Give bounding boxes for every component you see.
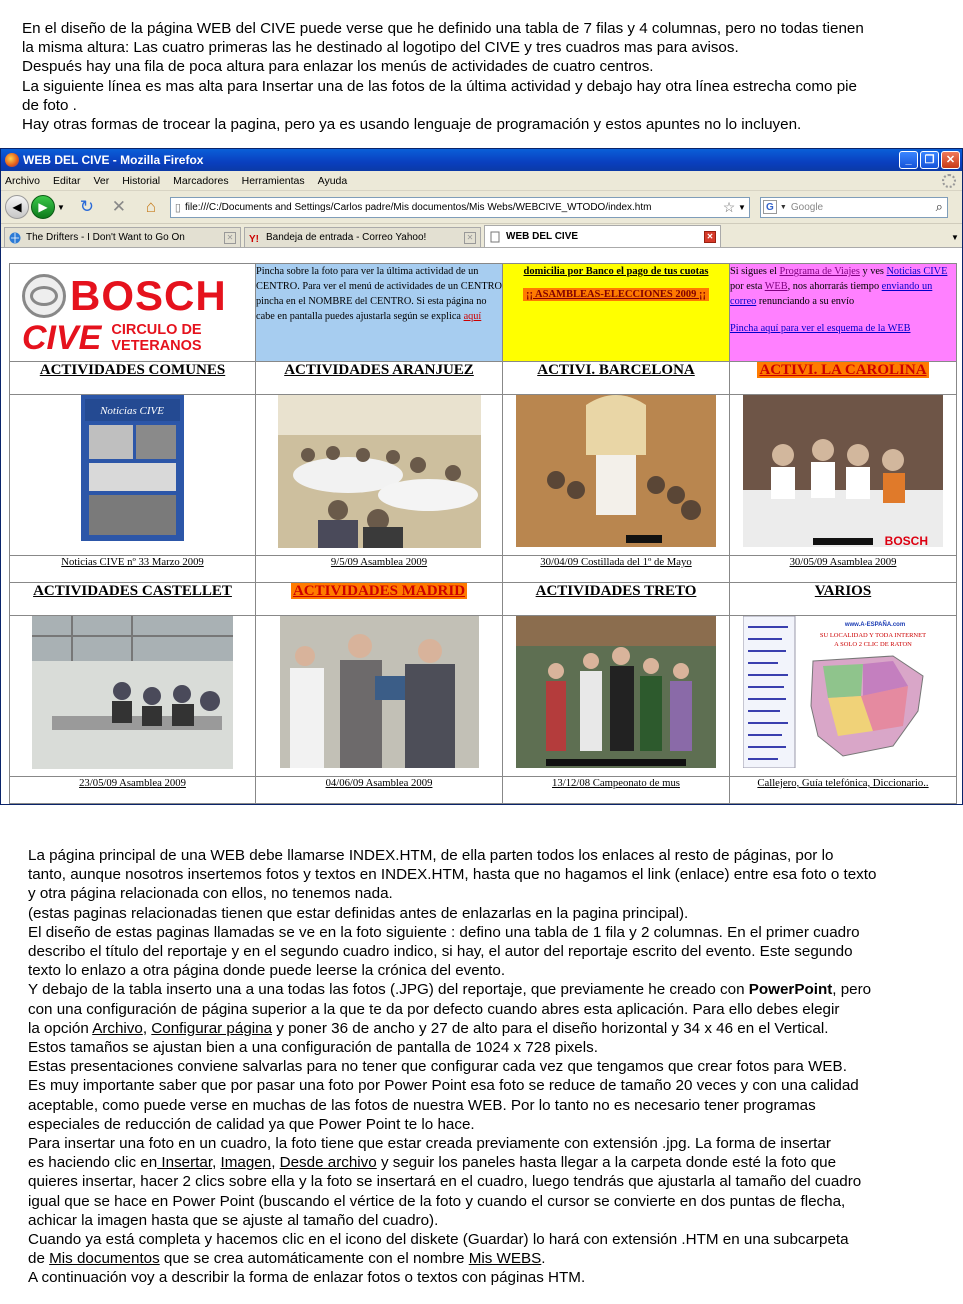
menu-bar xyxy=(1,171,962,191)
text-run: quieres insertar, hacer 2 clics sobre ella y la foto se insertará en el cuadro, luego tendrás que ajustarla al tamaño del cuadro xyxy=(28,1173,862,1191)
photo-cell xyxy=(10,395,256,556)
text-run: Para insertar una foto en un cuadro, la foto tiene que estar creada previamente con extensión .jpg. La forma de insertar xyxy=(28,1135,831,1153)
window-title: WEB DEL CIVE - Mozilla Firefox xyxy=(23,153,204,167)
text-run: con una configuración de página superior a la que te da por defecto cuando abres esta aplicación. Para ello debes elegir xyxy=(28,1000,840,1018)
text-run: Estas presentaciones conviene salvarlas para no tener que configurar cada vez que tengamos que crear fotos para WEB. xyxy=(28,1058,847,1076)
url-text: file:///C:/Documents and Settings/Carlos padre/Mis documentos/Mis Webs/WEBCIVE_WTODO/index.htm xyxy=(184,201,652,213)
section-barcelona[interactable]: ACTIVI. BARCELONA xyxy=(503,362,730,395)
tab-close-icon[interactable]: ✕ xyxy=(704,231,716,243)
tab-close-icon[interactable]: ✕ xyxy=(224,232,236,244)
firefox-icon xyxy=(5,153,19,167)
text-run: A continuación voy a describir la forma de enlazar fotos o textos con páginas HTM. xyxy=(28,1269,586,1287)
bosch-banner-text: BOSCH xyxy=(884,534,928,547)
text-run: texto lo enlazo a otra página donde puede leerse la crónica del evento. xyxy=(28,962,506,980)
history-dropdown-icon[interactable]: ▼ xyxy=(57,202,65,212)
madrid-asamblea-photo[interactable] xyxy=(280,616,479,768)
outro-line xyxy=(28,1153,938,1172)
photo-cell xyxy=(256,395,503,556)
text-run: igual que se hace en Power Point (buscando el vértice de la foto y cuando el cursor se convierte en dos puntas de flecha, xyxy=(28,1192,846,1210)
aranjuez-dinner-photo[interactable] xyxy=(278,395,481,548)
outro-line xyxy=(28,1134,938,1153)
aqui-link[interactable]: aquí xyxy=(463,311,482,322)
section-aranjuez[interactable]: ACTIVIDADES ARANJUEZ xyxy=(256,362,503,395)
cuotas-link[interactable]: domicilia por Banco el pago de tus cuotas xyxy=(523,266,709,277)
text-run: y poner 36 de ancho y 27 de alto para el diseño horizontal y 34 x 46 en el Vertical. xyxy=(272,1019,829,1037)
text-run: (estas paginas relacionadas tienen que estar definidas antes de enlazarlas en la pagina principal). xyxy=(28,904,689,922)
logo-cell xyxy=(10,264,256,362)
photo-cell xyxy=(256,616,503,777)
magazine-title: Noticias CIVE xyxy=(100,405,164,417)
caption-la-carolina[interactable]: 30/05/09 Asamblea 2009 xyxy=(730,556,957,583)
reload-icon[interactable]: ↻ xyxy=(79,197,95,216)
url-bar[interactable] xyxy=(170,197,750,218)
outro-line xyxy=(28,1268,938,1287)
tab-label: Bandeja de entrada - Correo Yahoo! xyxy=(266,232,427,243)
enviando-correo-link[interactable]: enviando un correo xyxy=(730,281,933,307)
outro-line xyxy=(28,923,938,942)
underlined-term: Mis documentos xyxy=(49,1250,160,1268)
text-run: achicar la imagen hasta que se ajuste al tamaño del cuadro). xyxy=(28,1211,439,1229)
text-run: , xyxy=(271,1154,280,1172)
outro-line xyxy=(28,884,938,903)
page-icon: ▯ xyxy=(174,201,181,214)
outro-text xyxy=(28,846,938,1288)
notice-viajes: Si sigues el Programa de Viajes y ves Noticias CIVE por esta WEB, nos ahorrarás tiempo enviando un correo renunciando a su envío Pincha aquí para ver el esquema de la WEB xyxy=(730,264,957,362)
map-brand: www.A-ESPAÑA.com xyxy=(844,622,906,628)
svg-text:Y!: Y! xyxy=(249,233,259,244)
globe-icon xyxy=(9,232,21,244)
text-run: que se crea automáticamente con el nombre xyxy=(159,1250,469,1268)
menu-marcadores[interactable]: Marcadores xyxy=(173,174,229,187)
outro-line xyxy=(28,942,938,961)
map-line-2: A SOLO 2 CLIC DE RATON xyxy=(834,641,912,648)
outro-line xyxy=(28,1115,938,1134)
text-run: es haciendo clic en xyxy=(28,1154,158,1172)
intro-text xyxy=(22,19,942,134)
esquema-web-link[interactable]: Pincha aquí para ver el esquema de la WEB xyxy=(730,323,911,334)
section-madrid[interactable]: ACTIVIDADES MADRID xyxy=(256,583,503,616)
la-carolina-asamblea-photo[interactable] xyxy=(743,395,943,547)
text-run: Es muy importante saber que por pasar una foto por Power Point esa foto se reduce de tamaño 20 veces y con una calidad xyxy=(28,1077,859,1095)
throbber-icon xyxy=(942,174,956,188)
section-treto[interactable]: ACTIVIDADES TRETO xyxy=(503,583,730,616)
outro-line xyxy=(28,1096,938,1115)
tab-list-icon[interactable]: ▼ xyxy=(951,232,959,242)
photo-cell xyxy=(10,616,256,777)
text-run: Y debajo de la tabla inserto una a una todas las fotos (.JPG) del reportaje, que previamente he creado con xyxy=(28,981,749,999)
caption-castellet[interactable]: 23/05/09 Asamblea 2009 xyxy=(10,777,256,804)
google-icon[interactable]: G xyxy=(763,200,777,214)
text-run: , xyxy=(142,1019,152,1037)
outro-line xyxy=(28,846,938,865)
tab-label: The Drifters - I Don't Want to Go On xyxy=(26,232,185,243)
photo-cell xyxy=(730,616,957,777)
programa-viajes-link[interactable]: Programa de Viajes xyxy=(779,266,860,277)
text-run: . xyxy=(541,1250,546,1268)
browser-window xyxy=(0,148,963,805)
outro-line xyxy=(28,1057,938,1076)
underlined-term: Insertar xyxy=(157,1154,213,1172)
text-run: El diseño de estas paginas llamadas se ve en la foto siguiente : defino una tabla de 1 fila y 2 columnas. En el primer cuadro xyxy=(28,923,860,941)
magazine-cover-photo[interactable] xyxy=(81,395,184,541)
outro-line xyxy=(28,1249,938,1268)
outro-line xyxy=(28,961,938,980)
tab-close-icon[interactable]: ✕ xyxy=(464,232,476,244)
bosch-cive-logo: BOSCH CIVE CIRCULO DE VETERANOS xyxy=(22,272,227,357)
photo-cell xyxy=(503,395,730,556)
home-icon[interactable]: ⌂ xyxy=(145,197,157,216)
menu-ayuda[interactable]: Ayuda xyxy=(317,174,348,187)
menu-ver[interactable]: Ver xyxy=(93,174,110,187)
bookmark-star-icon[interactable]: ☆ xyxy=(722,198,736,215)
text-run: y seguir los paneles hasta llegar a la carpeta donde esté la foto que xyxy=(376,1154,837,1172)
photo-cell xyxy=(730,395,957,556)
menu-archivo[interactable]: Archivo xyxy=(5,174,41,187)
intro-line: Después hay una fila de poca altura para enlazar los menús de actividades de cuatro centros. xyxy=(22,58,654,76)
close-button[interactable]: ✕ xyxy=(941,151,960,169)
restore-button[interactable]: ❐ xyxy=(920,151,939,169)
menu-editar[interactable]: Editar xyxy=(53,174,81,187)
tab-bar xyxy=(1,224,962,248)
tab-drifters[interactable] xyxy=(4,227,241,247)
caption-comunes[interactable]: Noticias CIVE nº 33 Marzo 2009 xyxy=(10,556,256,583)
text-run: tanto, aunque nosotros insertemos fotos y textos en INDEX.HTM, hasta que no hagamos el link (enlace) entre esa foto o texto xyxy=(28,866,877,884)
underlined-term: Archivo xyxy=(92,1019,143,1037)
web-link[interactable]: WEB xyxy=(764,281,788,292)
document-icon xyxy=(489,231,501,243)
search-placeholder: Google xyxy=(790,201,824,213)
caption-barcelona[interactable]: 30/04/09 Costillada del 1º de Mayo xyxy=(503,556,730,583)
notice-instructions xyxy=(256,264,503,362)
outro-line xyxy=(28,1172,938,1191)
title-bar xyxy=(1,149,962,171)
bosch-emblem-icon xyxy=(22,274,66,318)
outro-line xyxy=(28,904,938,923)
web-page xyxy=(9,263,956,804)
underlined-term: Desde archivo xyxy=(279,1154,377,1172)
forward-button[interactable]: ▶ xyxy=(31,195,55,219)
tab-web-del-cive[interactable] xyxy=(484,225,721,247)
url-dropdown-icon[interactable]: ▼ xyxy=(738,202,746,212)
section-castellet[interactable]: ACTIVIDADES CASTELLET xyxy=(10,583,256,616)
intro-line: Hay otras formas de trocear la pagina, pero ya es usando lenguaje de programación y estos apuntes no lo incluyen. xyxy=(22,116,802,134)
text-run: aceptable, como puede verse en muchas de las fotos de nuestra WEB. Por lo tanto no es necesario tener programas xyxy=(28,1096,816,1114)
outro-line xyxy=(28,1230,938,1249)
intro-line: de foto . xyxy=(22,96,77,114)
stop-icon[interactable]: ✕ xyxy=(111,197,127,216)
text-run: especiales de reducción de calidad ya que Power Point te lo hace. xyxy=(28,1115,475,1133)
intro-line: la misma altura: Las cuatro primeras las he destinado al logotipo del CIVE y tres cuadros mas para avisos. xyxy=(22,39,739,57)
caption-madrid[interactable]: 04/06/09 Asamblea 2009 xyxy=(256,777,503,804)
notice-text: Pincha sobre la foto para ver la última actividad de un CENTRO. Para ver el menú de actividades de un CENTRO pincha en el NOMBRE del CENTRO. Si esta página no cabe en pantalla puedes ajustarla según se explica xyxy=(256,266,502,322)
menu-herramientas[interactable]: Herramientas xyxy=(241,174,305,187)
tab-yahoo-mail[interactable] xyxy=(244,227,481,247)
outro-line xyxy=(28,865,938,884)
asambleas-link[interactable]: ¡¡ ASAMBLEAS-ELECCIONES 2009 ¡¡ xyxy=(523,288,709,301)
photo-cell xyxy=(503,616,730,777)
search-box[interactable] xyxy=(760,197,948,218)
text-run: describo el título del reportaje y en el segundo cuadro indico, si hay, el autor del reportaje escrito del evento. Este segundo xyxy=(28,943,853,961)
barcelona-costillada-photo[interactable] xyxy=(516,395,716,547)
outro-line xyxy=(28,1192,938,1211)
text-run: de xyxy=(28,1250,50,1268)
text-run: Cuando ya está completa y hacemos clic en el icono del diskete (Guardar) lo hará con extensión .HTM en una subcarpeta xyxy=(28,1231,849,1249)
outro-line xyxy=(28,1038,938,1057)
section-la-carolina[interactable]: ACTIVI. LA CAROLINA xyxy=(730,362,957,395)
engine-dropdown-icon[interactable]: ▼ xyxy=(779,203,787,211)
text-run: , xyxy=(212,1154,221,1172)
text-run: y otra página relacionada con ellos, no tenemos nada. xyxy=(28,885,393,903)
search-icon[interactable]: ⌕ xyxy=(935,199,943,214)
outro-line xyxy=(28,1000,938,1019)
section-comunes[interactable]: ACTIVIDADES COMUNES xyxy=(10,362,256,395)
intro-line: La siguiente línea es mas alta para Insertar una de las fotos de la última actividad y debajo hay otra línea estrecha como pie xyxy=(22,77,857,95)
caption-treto[interactable]: 13/12/08 Campeonato de mus xyxy=(503,777,730,804)
yahoo-icon xyxy=(249,232,261,244)
bold-term: PowerPoint xyxy=(748,981,833,999)
underlined-term: Mis WEBS xyxy=(468,1250,542,1268)
caption-varios[interactable]: Callejero, Guía telefónica, Diccionario.. xyxy=(730,777,957,804)
treto-mus-photo[interactable] xyxy=(516,616,716,768)
map-line-1: SU LOCALIDAD Y TODA INTERNET xyxy=(819,632,927,639)
noticias-cive-link[interactable]: Noticias CIVE xyxy=(886,266,948,277)
outro-line xyxy=(28,1019,938,1038)
navigation-toolbar xyxy=(1,191,962,224)
varios-spain-map[interactable] xyxy=(743,616,943,768)
section-varios[interactable]: VARIOS xyxy=(730,583,957,616)
minimize-button[interactable]: _ xyxy=(899,151,918,169)
outro-line xyxy=(28,1076,938,1095)
text-run: , pero xyxy=(832,981,872,999)
castellet-asamblea-photo[interactable] xyxy=(32,616,233,769)
outro-line xyxy=(28,1211,938,1230)
back-button[interactable]: ◀ xyxy=(5,195,29,219)
intro-line: En el diseño de la página WEB del CIVE puede verse que he definido una tabla de 7 filas y 4 columnas, pero no todas tienen xyxy=(22,20,864,37)
text-run: la opción xyxy=(28,1019,93,1037)
layout-table xyxy=(9,263,957,804)
notice-cuotas xyxy=(503,264,730,362)
caption-aranjuez[interactable]: 9/5/09 Asamblea 2009 xyxy=(256,556,503,583)
menu-historial[interactable]: Historial xyxy=(122,174,161,187)
tab-label: WEB DEL CIVE xyxy=(506,231,579,242)
underlined-term: Configurar página xyxy=(151,1019,273,1037)
text-run: La página principal de una WEB debe llamarse INDEX.HTM, de ella parten todos los enlaces al resto de páginas, por lo xyxy=(28,847,834,864)
text-run: Estos tamaños se ajustan bien a una configuración de pantalla de 1024 x 728 pixels. xyxy=(28,1039,598,1057)
underlined-term: Imagen xyxy=(220,1154,272,1172)
outro-line xyxy=(28,980,938,999)
